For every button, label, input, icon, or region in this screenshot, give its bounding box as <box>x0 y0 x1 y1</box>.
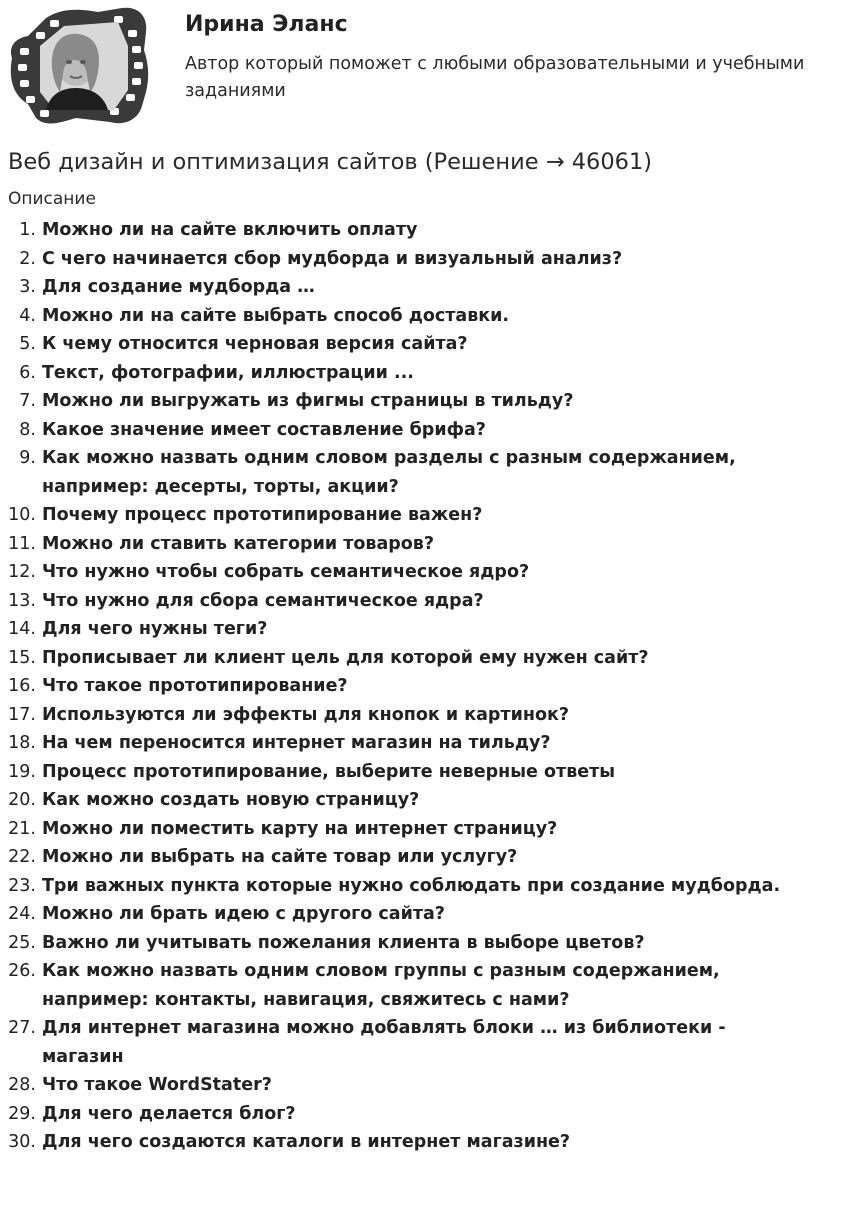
list-item-text: Для чего создаются каталоги в интернет магазине? <box>42 1132 571 1152</box>
list-item-number: 23. <box>8 875 36 896</box>
list-item <box>0 387 847 416</box>
list-item-text: Что такое WordStater? <box>42 1075 272 1095</box>
list-item <box>0 1014 847 1071</box>
list-item <box>0 929 847 958</box>
list-item-text: Прописывает ли клиент цель для которой ему нужен сайт? <box>42 647 649 668</box>
list-item-text: Почему процесс прототипирование важен? <box>42 505 483 525</box>
list-item-text: Можно ли поместить карту на интернет страницу? <box>42 818 558 839</box>
list-item <box>0 672 847 701</box>
list-item <box>0 1128 847 1157</box>
list-item-text: Как можно создать новую страницу? <box>42 790 420 810</box>
page-title: Веб дизайн и оптимизация сайтов (Решение → 46061) <box>8 149 653 175</box>
list-item-text: Для создание мудборда … <box>42 277 315 297</box>
list-item <box>0 786 847 815</box>
list-item <box>0 843 847 872</box>
list-item <box>0 302 847 331</box>
list-item-number: 17. <box>8 704 36 725</box>
list-item-number: 13. <box>8 590 36 611</box>
list-item-text: Для чего делается блог? <box>42 1103 296 1124</box>
list-item-number: 15. <box>8 647 36 668</box>
list-item <box>0 644 847 673</box>
list-item <box>0 216 847 245</box>
list-item-text: Используются ли эффекты для кнопок и картинок? <box>42 704 569 725</box>
list-item-text: Что нужно чтобы собрать семантическое ядро? <box>42 562 530 582</box>
list-item <box>0 1071 847 1100</box>
list-item-text: Как можно назвать одним словом разделы с разным содержанием, например: десерты, торты, акции? <box>42 448 736 497</box>
list-item-number: 20. <box>8 790 36 810</box>
list-item <box>0 273 847 302</box>
list-item <box>0 359 847 388</box>
list-item <box>0 729 847 758</box>
list-item <box>0 900 847 929</box>
list-item-number: 28. <box>8 1075 36 1095</box>
author-card <box>0 0 847 130</box>
list-item-number: 2. <box>19 248 36 269</box>
list-item-number: 19. <box>8 761 36 782</box>
list-item <box>0 530 847 559</box>
list-item-number: 29. <box>8 1103 36 1124</box>
list-item-number: 5. <box>19 334 36 354</box>
list-item-text: Три важных пункта которые нужно соблюдать при создание мудборда. <box>42 875 781 896</box>
list-item-text: С чего начинается сбор мудборда и визуальный анализ? <box>42 248 623 269</box>
list-item-number: 30. <box>8 1132 36 1152</box>
list-item-text: К чему относится черновая версия сайта? <box>42 334 468 354</box>
list-item-text: Что нужно для сбора семантическое ядра? <box>42 590 484 611</box>
list-item-number: 16. <box>8 676 36 696</box>
list-item-text: Важно ли учитывать пожелания клиента в выборе цветов? <box>42 932 645 953</box>
list-item <box>0 245 847 274</box>
list-item-text: Можно ли на сайте выбрать способ доставки. <box>42 305 510 326</box>
list-item-text: Можно ли ставить категории товаров? <box>42 533 435 554</box>
list-item <box>0 587 847 616</box>
list-item <box>0 701 847 730</box>
list-item-text: Для чего нужны теги? <box>42 619 268 639</box>
list-item-number: 14. <box>8 619 36 639</box>
list-item <box>0 444 847 501</box>
list-item-number: 11. <box>8 533 36 554</box>
list-item-number: 3. <box>19 277 36 297</box>
author-description: Автор который поможет с любыми образовательными и учебными заданиями <box>185 54 805 101</box>
author-name[interactable]: Ирина Эланс <box>185 12 348 37</box>
list-item-number: 24. <box>8 904 36 924</box>
list-item-number: 9. <box>19 448 36 468</box>
list-item-text: Процесс прототипирование, выберите неверные ответы <box>42 761 616 782</box>
list-item-number: 1. <box>19 220 36 240</box>
list-item-text: Как можно назвать одним словом группы с разным содержанием, например: контакты, навигация, свяжитесь с нами? <box>42 961 720 1010</box>
list-item <box>0 558 847 587</box>
list-item-number: 27. <box>8 1018 36 1038</box>
list-item <box>0 615 847 644</box>
list-item-text: На чем переносится интернет магазин на тильду? <box>42 733 551 753</box>
author-avatar <box>6 6 152 128</box>
list-item <box>0 501 847 530</box>
list-item-number: 12. <box>8 562 36 582</box>
list-item-number: 6. <box>19 362 36 383</box>
list-item-text: Что такое прототипирование? <box>42 676 348 696</box>
list-item <box>0 758 847 787</box>
list-item-number: 25. <box>8 932 36 953</box>
list-item-text: Можно ли на сайте включить оплату <box>42 220 418 240</box>
list-item <box>0 416 847 445</box>
list-item-text: Какое значение имеет составление брифа? <box>42 419 486 440</box>
list-item-number: 4. <box>19 305 36 326</box>
list-item-number: 18. <box>8 733 36 753</box>
description-label: Описание <box>8 189 96 209</box>
list-item-text: Можно ли брать идею с другого сайта? <box>42 904 445 924</box>
list-item-number: 8. <box>19 419 36 440</box>
list-item <box>0 1100 847 1129</box>
list-item-number: 21. <box>8 818 36 839</box>
list-item <box>0 330 847 359</box>
list-item-text: Можно ли выгружать из фигмы страницы в тильду? <box>42 391 574 411</box>
list-item-text: Текст, фотографии, иллюстрации ... <box>42 362 414 383</box>
list-item <box>0 815 847 844</box>
list-item-text: Можно ли выбрать на сайте товар или услугу? <box>42 847 518 867</box>
list-item-number: 10. <box>8 505 36 525</box>
question-list <box>0 216 847 1157</box>
list-item-number: 26. <box>8 961 36 981</box>
list-item-number: 22. <box>8 847 36 867</box>
list-item <box>0 872 847 901</box>
list-item-number: 7. <box>19 391 36 411</box>
list-item <box>0 957 847 1014</box>
list-item-text: Для интернет магазина можно добавлять блоки … из библиотеки - магазин <box>42 1018 726 1067</box>
